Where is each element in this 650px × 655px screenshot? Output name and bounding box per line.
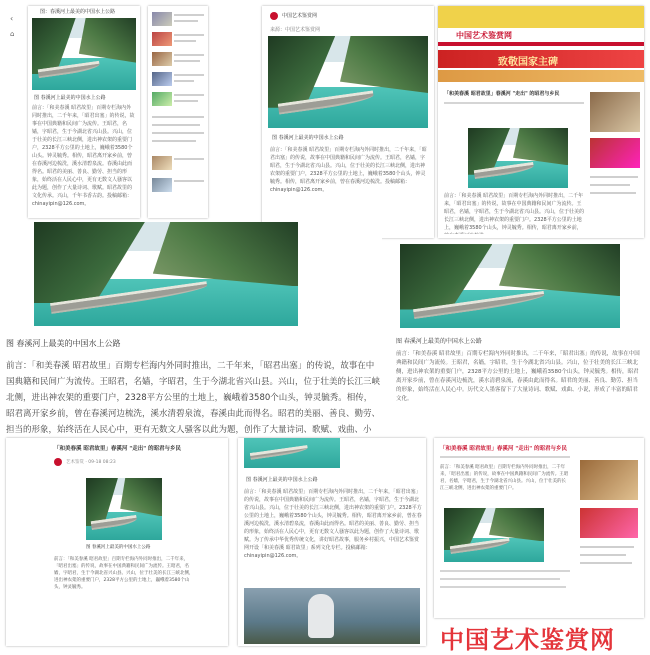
statue-icon: [308, 594, 334, 638]
site-avatar: [270, 12, 278, 20]
article-photo: [32, 18, 136, 90]
site-logo[interactable]: 中国艺术鉴赏网: [456, 31, 512, 40]
article-body: 前言：「和美春溪 昭君故里」百期专栏海内外同时推出，二千年来，「昭君出塞」的传说，故事在中国典籍和民间广为流传。王昭君，名嫱，字昭君，生于今湖北省兴山县。兴山，位于壮美的长江三峡北侧，进出神农架的重要门户。2328平方公里的土地上，巍峨着3580个山头，钟灵毓秀。相传，昭君离开家乡前，: [444, 193, 584, 231]
side-ad-2[interactable]: [590, 138, 640, 168]
news-thumb-4[interactable]: [152, 72, 172, 86]
article-body: 前言：「和美春溪 昭君故里」百期专栏海内外同时推出，二千年来，「昭君出塞」的传说，故事在中国典籍和民间广为流传。王昭君，名嫱，字昭君，生于今湖北省兴山县。兴山，位于壮美的长江三峡北侧，进出神农架的重要门户，2328平方公里的土地上，巍峨着3580个山头，钟灵毓秀。相传，昭君离开家乡前，曾在春溪河边梳洗，溪水清碧泉流，春溪由此而得名。昭君的美丽、善良、勤劳、担当的形象，始终活在人民心中。历代文人墨客留下了大量诗词、歌赋、戏曲、小说，形成了丰富的昭君文化。: [396, 351, 640, 402]
top-caption: 图：春溪河上最美的中国水上公路: [40, 9, 116, 15]
article-body: 前言：「和美春溪 昭君故里」百期专栏海内外同时推出，二千年来，「昭君出塞」的传说，故事在中国典籍和民间广为流传。王昭君，名嫱，字昭君，生于今湖北省兴山县。兴山，位于壮美的长江三峡北侧，进出神农架的重要门户，2328平方公里的土地上，巍峨着3580个山头。钟灵毓秀。相传，昭君离开家乡前，曾在春溪河边梳洗，溪水清碧泉流。春溪由此而得名。昭君的美丽、善良、勤劳、担当的形象，始终活在人民心中，更有无数文人骚客以此为题，创作了大量诗词、歌赋。昭君故里的文化传承。兴山，千年书香古韵。投稿邮箱：chinayipin@126.com。: [32, 105, 135, 207]
nav-bar: [438, 42, 644, 46]
side-ad-2[interactable]: [580, 508, 638, 538]
photo-caption: 图 春溪河上最美的中国水上公路: [396, 338, 482, 345]
news-thumb-3[interactable]: [152, 52, 172, 66]
news-thumb-5[interactable]: [152, 92, 172, 106]
site-watermark: 中国艺术鉴赏网: [440, 626, 615, 654]
article-title: 「和美春溪 昭君故里」春溪河 "走出" 的昭君与乡民: [444, 91, 560, 97]
article-body: 前言：「和美春溪 昭君故里」百期专栏海内外同时推出，二千年来，「昭君出塞」的传说，故事在中国典籍和民间广为流传。王昭君，名嫱，字昭君，生于今湖北省兴山县。兴山，位于壮美的长江三峡北侧，进出神农架的重要门户，2328平方公里的土地上，巍峨着3580个山头，钟灵毓秀。: [54, 557, 194, 590]
article-body: 前言：「和美春溪 昭君故里」百期专栏海内外同时推出，二千年来，「昭君出塞」的传说，故事在中国典籍和民间广为流传。王昭君，名嫱，字昭君，生于今湖北省兴山县。兴山，位于壮美的长江三峡北侧，进出神农架的重要门户，2328平方公里的土地上，巍峨着3580个山头，钟灵毓秀。相传，昭君离开家乡前，曾在春溪河边梳洗，溪水清碧泉流，春溪由此而得名。昭君的美丽、善良、勤劳、担当的形象，始终活在人民心中，更有无数文人骚客以此为题，创作了大量诗词、歌赋、戏曲、小: [6, 361, 380, 435]
screenshot-article-d: [6, 222, 382, 436]
news-thumb-7[interactable]: [152, 178, 172, 192]
article-photo: [268, 36, 428, 128]
article-photo: [468, 128, 568, 188]
screenshot-sidebar-a: [6, 6, 26, 218]
article-meta: 艺术鉴赏 · 09-18 08:23: [66, 460, 116, 465]
ad-banner: [438, 70, 644, 82]
screenshot-news-list: [148, 6, 208, 218]
screenshot-article-a: [28, 6, 140, 218]
back-icon[interactable]: ‹: [10, 14, 14, 23]
article-photo: [400, 244, 620, 328]
article-body: 前言：「和美春溪 昭君故里」百期专栏海内外同时推出，二千年来，「昭君出塞」的传说，故事在中国典籍和民间广为流传。王昭君，名嫱，字昭君，生于今湖北省兴山县。兴山，位于壮美的长江三峡北侧，进出神农架的重要门户。: [440, 465, 569, 491]
photo-caption: 图 春溪河上最美的中国水上公路: [6, 339, 121, 348]
article-photo: [86, 478, 162, 540]
photo-caption: 图 春溪河上最美的中国水上公路: [86, 545, 151, 550]
article-photo: [444, 508, 544, 562]
screenshot-article-b: [262, 6, 434, 238]
screenshot-desktop-site: [438, 6, 644, 238]
article-body: 前言：「和美春溪 昭君故里」百期专栏海内外同时推出，二千年来，「昭君出塞」的传说，故事在中国典籍和民间广为流传。王昭君，名嫱，字昭君，生于今湖北省兴山县。兴山，位于壮美的长江三峡北侧，进出神农架的重要门户，2328平方公里的土地上，巍峨着3580个山头，钟灵毓秀。相传，昭君离开家乡前，曾在春溪河边梳洗。投稿邮箱：chinayipin@126.com。: [270, 147, 427, 193]
article-photo-top: [244, 438, 340, 468]
photo-caption: 图 春溪河上最美的中国水上公路: [272, 135, 344, 141]
news-thumb-6[interactable]: [152, 156, 172, 170]
article-photo: [34, 222, 298, 326]
author-avatar: [54, 458, 62, 466]
article-body: 前言：「和美春溪 昭君故里」百期专栏海内外同时推出，二千年来，「昭君出塞」的传说，故事在中国典籍和民间广为流传。王昭君，名嫱，字昭君，生于今湖北省兴山县。兴山，位于壮美的长江三峡北侧，进出神农架的重要门户。2328平方公里的土地上，巍峨着3580个山头，钟灵毓秀。相传，昭君离开家乡前，曾在春溪河边梳洗，溪水清碧泉流，春溪由此而得名。昭君的美丽、善良、勤劳、担当的形象，始终活在人民心中，更有无数文人骚客以此为题，创作了大量诗词、歌赋。为了传承中华优秀传统文化，讲好昭君故事，服务乡村振兴，中国艺术鉴赏网开设「和美春溪 昭君故里」系列文化专栏。投稿邮箱：chinayipin@126.com。: [244, 489, 422, 559]
article-title: 「和美春溪 昭君故里」春溪河 "走出" 的昭君与乡民: [54, 446, 181, 452]
photo-caption: 图 春溪河上最美的中国水上公路: [246, 477, 318, 483]
top-banner: [438, 6, 644, 28]
source-line: 来源：中国艺术鉴赏网: [270, 27, 321, 33]
screenshot-article-g: [238, 438, 426, 646]
screenshot-article-h: [434, 438, 644, 618]
article-title: 「和美春溪 昭君故里」春溪河 "走出" 的昭君与乡民: [440, 446, 567, 452]
photo-caption: 图 春溪河上最美的中国水上公路: [34, 95, 106, 101]
screenshot-article-f: [6, 438, 228, 646]
side-ad-1[interactable]: [590, 92, 640, 132]
home-icon[interactable]: ⌂: [10, 30, 15, 38]
news-thumb-1[interactable]: [152, 12, 172, 26]
slogan: 致敬国家主碑: [498, 57, 558, 68]
bottom-photo: [244, 588, 420, 644]
side-ad-1[interactable]: [580, 460, 638, 500]
screenshot-article-e: [390, 244, 644, 434]
site-name: 中国艺术鉴赏网: [282, 13, 318, 19]
news-thumb-2[interactable]: [152, 32, 172, 46]
